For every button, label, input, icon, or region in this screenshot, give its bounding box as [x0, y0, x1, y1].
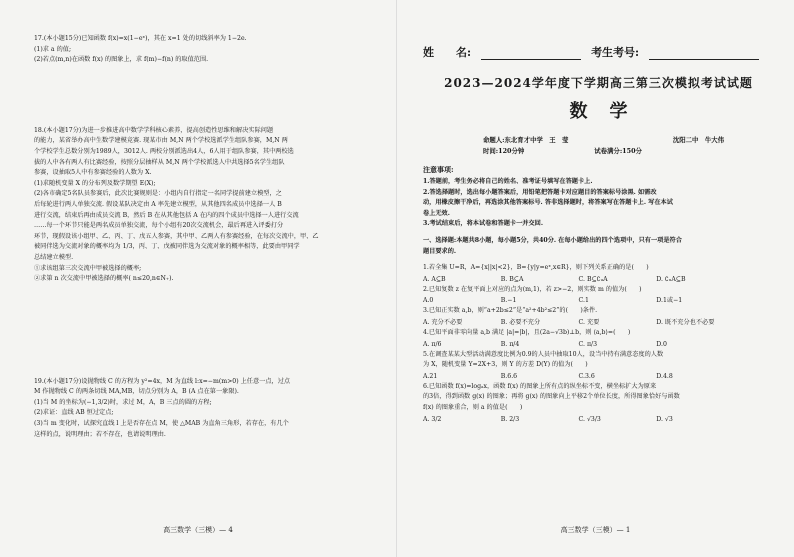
option: D.1或−1: [656, 297, 683, 305]
option: C. B⊆∁ᵤA: [578, 275, 608, 283]
option: B. B⊆A: [500, 275, 524, 283]
q3-options: [423, 317, 774, 328]
option: D. 既不充分也不必要: [656, 318, 715, 326]
question-19: [34, 377, 374, 441]
subject-title: 数学: [569, 101, 650, 122]
exam-title: 2023—2024学年度下学期高三第三次模拟考试试题: [444, 76, 753, 90]
meta-row-1: [423, 135, 774, 146]
q18-line: 被同伴选为交流对象的概率均为 1/3，丙、丁、戊被同伴选为交流对象的概率相等，此要由甲同学: [34, 243, 300, 251]
q1-options: [423, 274, 774, 285]
notice-line: 动，用橡皮擦干净后，再选涂其他答案标号. 答非选择题时，将答案写在答题卡上. 写在本试: [423, 199, 673, 207]
option: C. √3/3: [578, 415, 601, 423]
q19-line: (3)当 m 变化时，试探究直线 l 上是否存在点 M，使 △MAB 为直角三角形，若存在，有几个: [34, 420, 289, 428]
exam-time: 时间:120分钟: [483, 147, 525, 155]
q18-line: 18.(本小题17分)为进一步推进高中数学学科核心素养，提高创造性思维和解决实际问题: [34, 126, 274, 134]
q19-line: M 作抛物线 C 的两条切线 MA,MB，切点分别为 A，B (A 点在第一象限).: [34, 388, 239, 396]
question-17: [34, 34, 374, 66]
question-2: 2.已知复数 z 在复平面上对应的点为(m,1)，若 z>−2，则实数 m 的值为( ): [423, 285, 642, 293]
full-score: 试卷满分:150分: [594, 147, 642, 155]
q2-options: [423, 295, 774, 306]
question-4: 4.已知平面非零向量 a,b 满足 |a|=|b|，且(2a−√3b)⊥b，则 ⟨a,b⟩=( ): [423, 328, 631, 336]
name-field[interactable]: [481, 48, 581, 60]
q18-line: 进行交流，结束后再由成员交流 B，然后 B 在从其他包括 A 在内的四个成员中选择一人进行交流: [34, 211, 299, 219]
question-6: 6.已知函数 f(x)=logₐx，函数 f(x) 的图象上所有点的纵坐标不变，横坐标扩大为原来: [423, 382, 657, 390]
option: A. 3/2: [423, 415, 442, 423]
q18-line: (2)各市确定5名队员参赛后，此次比赛规则是：小组内自行指定一名同学提前建立模型，之: [34, 190, 282, 198]
option: C. 充要: [578, 318, 600, 326]
page-footer-right: 高三数学（三模）— 1: [560, 526, 631, 534]
option: B. 2/3: [500, 415, 520, 423]
section-1-header: 一、选择题:本题共8小题，每小题5分，共40分. 在每小题给出的四个选项中，只有一项是符合: [423, 236, 682, 244]
option: A.21: [423, 372, 438, 380]
q18-line: (1)求随机变量 X 的分布列及数学期望 E(X);: [34, 179, 156, 187]
question-18: [34, 126, 374, 285]
q18-line: ①求该组第三次交流中甲被选择的概率;: [34, 264, 142, 272]
notices: [423, 177, 774, 230]
option: B. 必要不充分: [500, 318, 541, 326]
q19-line: (1)当 M 的坐标为(−1,3/2)时，求过 M，A，B 三点的圆的方程;: [34, 398, 212, 406]
q18-line: 拔的人中各有两人有比赛经验，按照分层抽样从 M,N 两个学校派选人中共选择5名学生组队: [34, 158, 285, 166]
question-6: f(x) 的图象重合，则 a 的值是( ): [423, 403, 523, 411]
setter-2: 沈阳二中 牛大伟: [672, 136, 724, 144]
section-1-header: 题目要求的.: [423, 247, 457, 255]
q19-line: 19.(本小题17分)设抛物线 C 的方程为 y²=4x，M 为直线 l:x=−m(m>0) 上任意一点，过点: [34, 377, 291, 385]
q18-line: 后每轮进行两人单独交流. 假设某队决定由 A 率先建立模型，从其他四名成员中选择一人 B: [34, 200, 282, 208]
q18-line: 总结建立模型.: [34, 253, 74, 261]
exam-number-field[interactable]: [649, 48, 759, 60]
option: C. π/3: [578, 340, 598, 348]
question-1: 1.若全集 U=R，A={x||x|<2}，B={y|y=eˣ,x∈R}，则下列关系正确的是( ): [423, 264, 649, 272]
q18-line: ……每一个环节只能是两名成员单独交流，每个小组有20次交流机会，最后再进入评委打分: [34, 222, 284, 230]
q17-line: (2)若点(m,n)在函数 f(x) 的图象上，求 f(m)−f(n) 的取值范围.: [34, 56, 209, 64]
question-5: 为 X，随机变量 Y=2X+3，则 Y 的方差 D(Y) 的值为( ): [423, 361, 588, 369]
q18-line: 环节，现假设该小组甲、乙、丙、丁、戊五人参赛，其中甲、乙两人有参赛经验，在每次交流中，甲、乙: [34, 232, 319, 240]
option: A.0: [423, 297, 434, 305]
option: B. π/4: [500, 340, 520, 348]
q19-line: 这样的点，说明理由；若不存在，也请说明理由.: [34, 430, 166, 438]
exam-number-label: 考生考号:: [591, 46, 640, 59]
q18-line: 个学校学生总数分别为1989人，3012人. 两校分别派选出4人，6人用于组队参赛，其中两校选: [34, 147, 294, 155]
notice-line: 2.答选择题时，选出每小题答案后，用铅笔把答题卡对应题目的答案标号涂黑. 如需改: [423, 188, 657, 196]
notice-line: 1.答题前，考生务必将自己的姓名、准考证号填写在答题卡上.: [423, 178, 593, 185]
q18-line: ②求第 n 次交流中甲被选择的概率( n≤20,n∈N₊).: [34, 275, 174, 283]
option: D.4.8: [656, 372, 673, 380]
question-3: 3.已知正实数 a,b，则“a+2b≤2”是“a²+4b²≤2”的( )条件.: [423, 307, 598, 315]
option: D. √3: [656, 415, 673, 423]
setter: 命题人:东北育才中学 王 莹: [483, 136, 569, 144]
q17-line: 17.(本小题15分)已知函数 f(x)=x(1−eˣ)，其在 x=1 处的切线斜率为 1−2e.: [34, 35, 247, 42]
right-page: [397, 0, 794, 557]
notice-line: 卷上无效.: [423, 209, 450, 217]
option: C.3.6: [578, 372, 595, 380]
student-info-row: [423, 44, 774, 60]
notice-title: 注意事项:: [423, 165, 454, 174]
option: D. ∁ᵤA⊆B: [656, 275, 686, 283]
page-footer-left: 高三数学（三模）— 4: [163, 526, 233, 534]
option: A. A⊆B: [423, 275, 446, 283]
q19-line: (2)求证：直线 AB 恒过定点;: [34, 409, 114, 417]
option: B.−1: [500, 297, 517, 305]
option: B.6.6: [500, 372, 518, 380]
option: D.0: [656, 340, 667, 348]
meta-row-2: [423, 146, 774, 157]
q18-line: 的能力，某省举办高中生数学建模竞赛. 现某市由 M,N 两个学校选派学生组队参赛，M,N 两: [34, 137, 288, 145]
name-label: 姓 名:: [423, 46, 472, 59]
q5-options: [423, 371, 774, 382]
option: C.1: [578, 297, 589, 305]
option: A. π/6: [423, 340, 442, 348]
q6-options: [423, 414, 774, 425]
q17-line: (1)求 a 的值;: [34, 45, 72, 53]
question-6: 的3倍，得到函数 g(x) 的图象；再将 g(x) 的图象向上平移2个单位长度，所得图象恰好与函数: [423, 393, 680, 401]
q18-line: 参赛，设抽取5人中有参赛经验的人数为 X.: [34, 169, 152, 177]
q4-options: [423, 339, 774, 350]
option: A. 充分不必要: [423, 318, 463, 326]
notice-line: 3.考试结束后，将本试卷和答题卡一并交回.: [423, 220, 543, 228]
question-5: 5.在调查某某大型活动满意度比例为0.9的人员中抽取10人，设当中持有满意态度的人数: [423, 350, 664, 358]
